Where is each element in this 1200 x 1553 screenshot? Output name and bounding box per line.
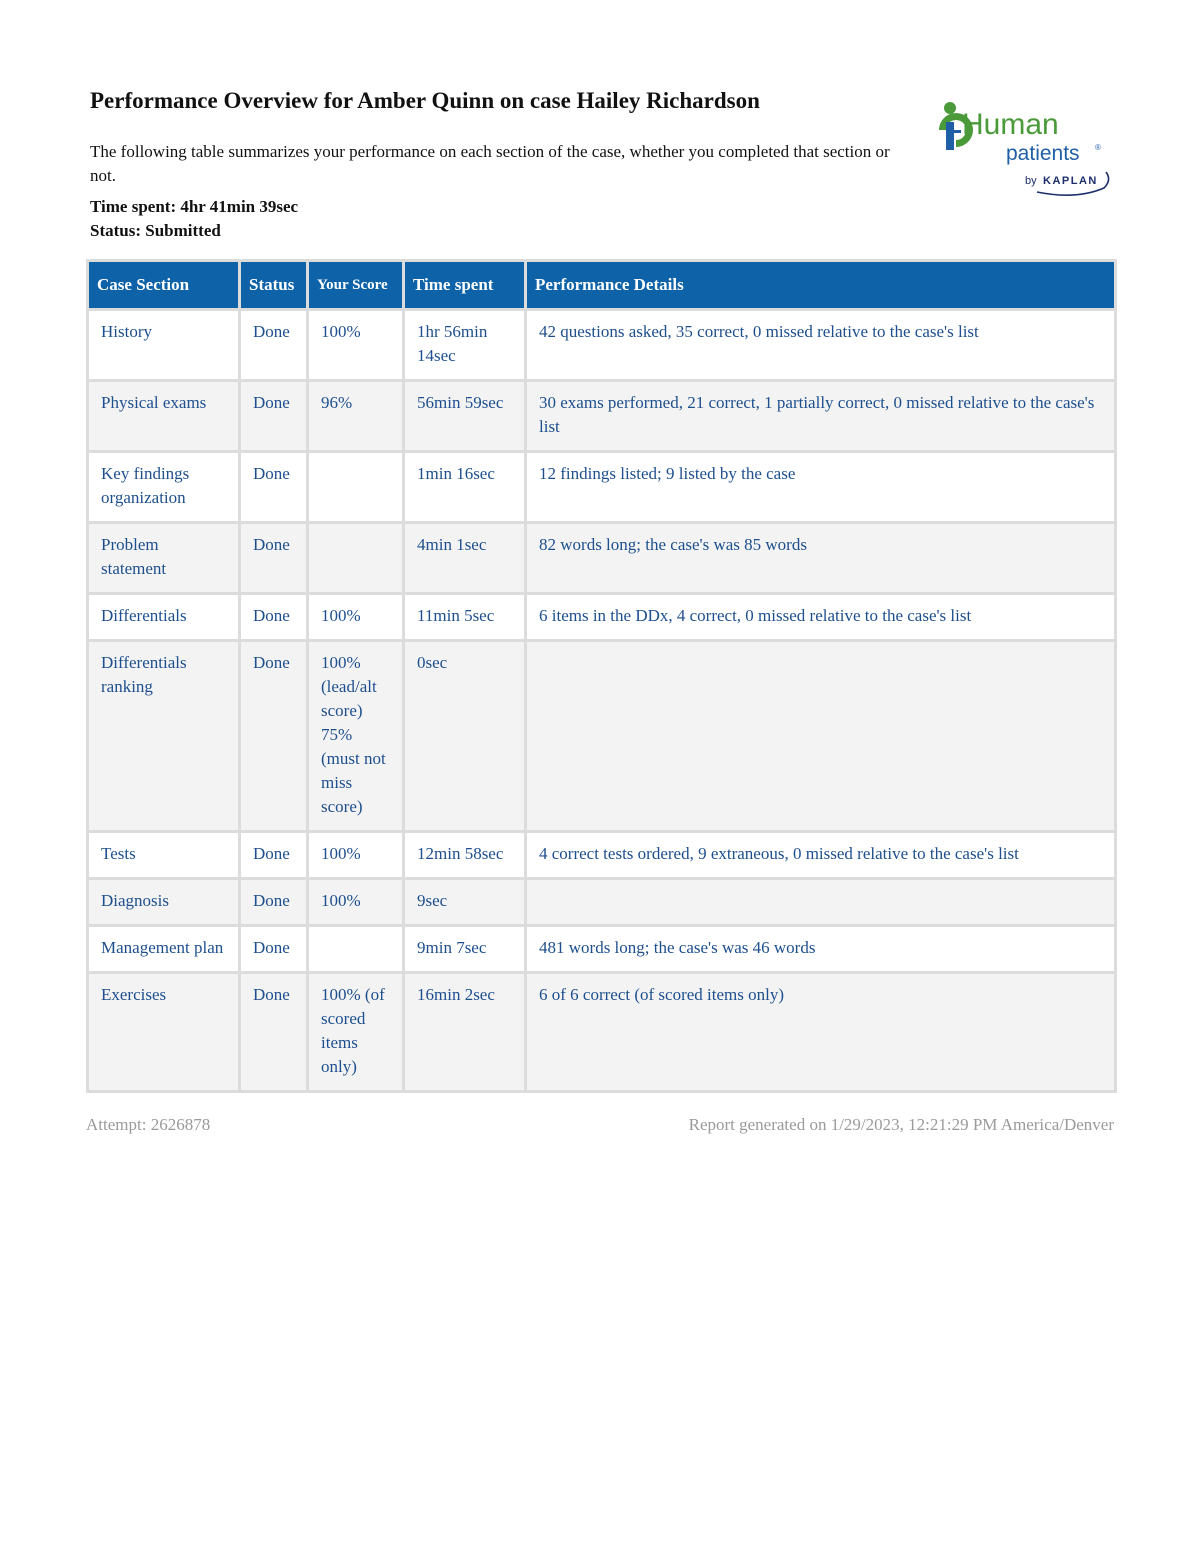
cell-status: Done <box>240 641 308 832</box>
logo-brand: Human <box>962 108 1059 141</box>
cell-time-spent: 11min 5sec <box>404 594 526 641</box>
table-row <box>88 926 1116 973</box>
performance-table <box>86 259 1117 1093</box>
cell-your-score: 100% <box>308 310 404 381</box>
cell-status: Done <box>240 973 308 1092</box>
cell-status: Done <box>240 452 308 523</box>
cell-your-score <box>308 926 404 973</box>
ihuman-logo <box>936 100 1114 200</box>
cell-time-spent: 9min 7sec <box>404 926 526 973</box>
logo-by: by <box>1025 175 1037 187</box>
cell-performance-details: 481 words long; the case's was 46 words <box>526 926 1116 973</box>
cell-case-section: Differentials ranking <box>88 641 240 832</box>
cell-your-score: 100% <box>308 832 404 879</box>
summary-meta <box>90 195 298 243</box>
attempt-id: Attempt: 2626878 <box>86 1115 211 1134</box>
col-header-case-section: Case Section <box>88 261 240 310</box>
col-header-time-spent: Time spent <box>404 261 526 310</box>
report-generated-timestamp: Report generated on 1/29/2023, 12:21:29 PM America/Denver <box>688 1115 1114 1134</box>
cell-your-score <box>308 523 404 594</box>
cell-your-score: 100% <box>308 594 404 641</box>
cell-status: Done <box>240 594 308 641</box>
table-row <box>88 879 1116 926</box>
logo-trademark: ® <box>1095 143 1101 152</box>
cell-case-section: Problem statement <box>88 523 240 594</box>
cell-case-section: Exercises <box>88 973 240 1092</box>
cell-your-score <box>308 452 404 523</box>
cell-performance-details: 6 of 6 correct (of scored items only) <box>526 973 1116 1092</box>
cell-performance-details: 42 questions asked, 35 correct, 0 missed relative to the case's list <box>526 310 1116 381</box>
cell-performance-details: 6 items in the DDx, 4 correct, 0 missed relative to the case's list <box>526 594 1116 641</box>
cell-performance-details: 82 words long; the case's was 85 words <box>526 523 1116 594</box>
table-row <box>88 832 1116 879</box>
col-header-your-score: Your Score <box>308 261 404 310</box>
table-row <box>88 452 1116 523</box>
cell-status: Done <box>240 310 308 381</box>
table-row <box>88 523 1116 594</box>
cell-time-spent: 4min 1sec <box>404 523 526 594</box>
col-header-performance-details: Performance Details <box>526 261 1116 310</box>
cell-case-section: Differentials <box>88 594 240 641</box>
cell-time-spent: 9sec <box>404 879 526 926</box>
cell-status: Done <box>240 832 308 879</box>
cell-time-spent: 1min 16sec <box>404 452 526 523</box>
cell-status: Done <box>240 879 308 926</box>
submission-status: Status: Submitted <box>90 221 221 240</box>
cell-time-spent: 12min 58sec <box>404 832 526 879</box>
cell-case-section: Management plan <box>88 926 240 973</box>
cell-status: Done <box>240 523 308 594</box>
cell-case-section: Physical exams <box>88 381 240 452</box>
table-row <box>88 310 1116 381</box>
cell-your-score: 100% (of scored items only) <box>308 973 404 1092</box>
cell-your-score: 100% (lead/alt score) 75% (must not miss score) <box>308 641 404 832</box>
time-spent-total: Time spent: 4hr 41min 39sec <box>90 197 299 216</box>
cell-case-section: History <box>88 310 240 381</box>
intro-text: The following table summarizes your performance on each section of the case, whether you completed that section or not. <box>90 142 890 185</box>
cell-performance-details: 4 correct tests ordered, 9 extraneous, 0 missed relative to the case's list <box>526 832 1116 879</box>
cell-case-section: Diagnosis <box>88 879 240 926</box>
logo-company: KAPLAN <box>1043 175 1098 187</box>
cell-your-score: 96% <box>308 381 404 452</box>
col-header-status: Status <box>240 261 308 310</box>
cell-case-section: Tests <box>88 832 240 879</box>
cell-performance-details: 30 exams performed, 21 correct, 1 partially correct, 0 missed relative to the case's list <box>526 381 1116 452</box>
cell-status: Done <box>240 926 308 973</box>
logo-product: patients <box>1006 142 1080 165</box>
cell-time-spent: 0sec <box>404 641 526 832</box>
cell-time-spent: 16min 2sec <box>404 973 526 1092</box>
cell-time-spent: 1hr 56min 14sec <box>404 310 526 381</box>
table-row <box>88 594 1116 641</box>
table-header-row <box>88 261 1116 310</box>
page-title: Performance Overview for Amber Quinn on case Hailey Richardson <box>90 88 760 113</box>
cell-time-spent: 56min 59sec <box>404 381 526 452</box>
cell-performance-details: 12 findings listed; 9 listed by the case <box>526 452 1116 523</box>
cell-your-score: 100% <box>308 879 404 926</box>
cell-case-section: Key findings organization <box>88 452 240 523</box>
table-row <box>88 641 1116 832</box>
cell-status: Done <box>240 381 308 452</box>
cell-performance-details <box>526 641 1116 832</box>
table-row <box>88 381 1116 452</box>
cell-performance-details <box>526 879 1116 926</box>
table-row <box>88 973 1116 1092</box>
